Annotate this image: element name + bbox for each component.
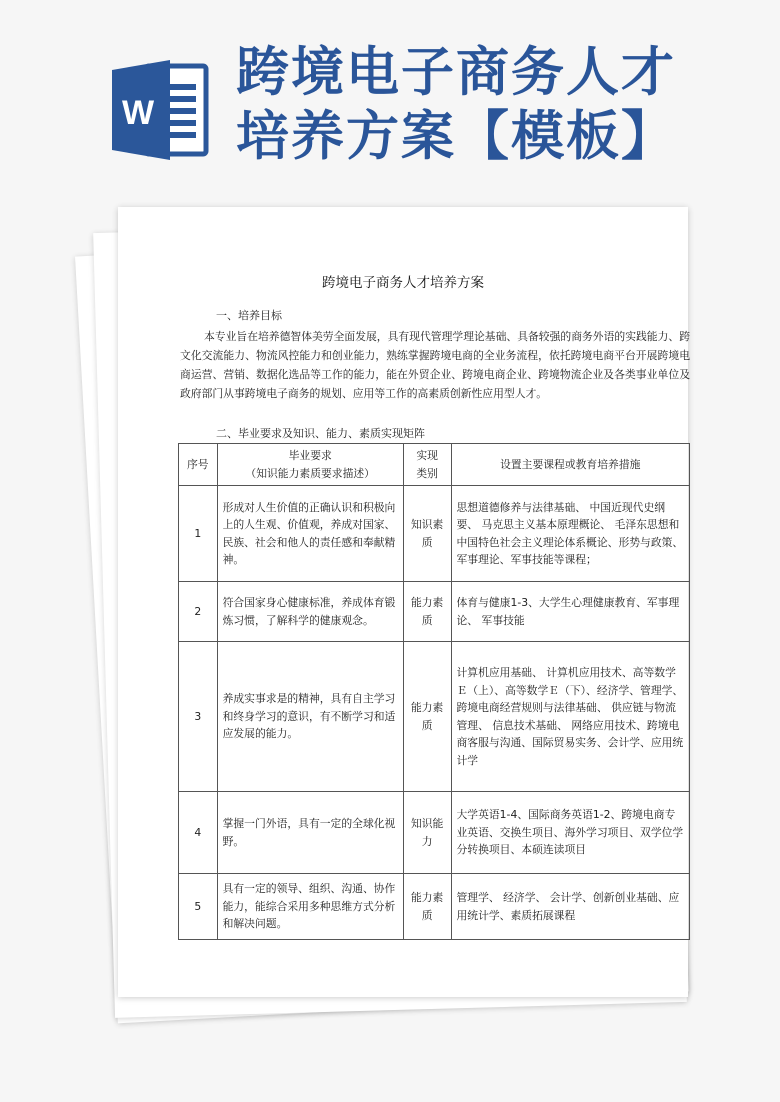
document-page (118, 207, 688, 997)
row-number: 3 (179, 642, 218, 792)
row-courses: 思想道德修养与法律基础、 中国近现代史纲要、 马克思主义基本原理概论、 毛泽东思想和中国特色社会主义理论体系概论、形势与政策、军事理论、军事技能等课程； (451, 486, 690, 582)
row-number: 4 (179, 792, 218, 874)
table-row (179, 874, 690, 940)
word-document-icon (112, 58, 210, 162)
section-heading-objectives: 一、培养目标 (216, 309, 282, 322)
objectives-paragraph: 本专业旨在培养德智体美劳全面发展，具有现代管理学理论基础、具备较强的商务外语的实践能力、跨文化交流能力、物流风控能力和创业能力，熟练掌握跨境电商的全业务流程，依托跨境电商平台开展跨境电商运营、营销、数据化选品等工作的能力，能在外贸企业、跨境电商企业、跨境物流企业及各类事业单位及政府部门从事跨境电子商务的规划、应用等工作的高素质创新性应用型人才。 (180, 330, 690, 400)
row-courses: 大学英语1-4、国际商务英语1-2、跨境电商专业英语、交换生项目、海外学习项目、双学位学分转换项目、本硕连读项目 (451, 792, 690, 874)
header-requirement-line-1: 毕业要求 (288, 449, 332, 462)
row-type: 能力素质 (403, 874, 451, 940)
row-requirement: 形成对人生价值的正确认识和积极向上的人生观、价值观，养成对国家、民族、社会和他人的责任感和奉献精神。 (217, 486, 403, 582)
row-type: 能力素质 (403, 642, 451, 792)
row-number: 2 (179, 582, 218, 642)
banner-title-line-2: 培养方案【模板】 (236, 105, 676, 167)
header-no: 序号 (179, 444, 218, 486)
svg-text:W: W (121, 94, 155, 132)
header-requirement (217, 444, 403, 486)
header-type (403, 444, 451, 486)
row-type: 能力素质 (403, 582, 451, 642)
row-courses: 计算机应用基础、 计算机应用技术、高等数学Ｅ（上）、高等数学Ｅ（下）、经济学、管理学、跨境电商经营规则与法律基础、 供应链与物流管理、 信息技术基础、 网络应用技术、跨境电商客服与沟通、国际贸易实务、会计学、应用统计学 (451, 642, 690, 792)
header-requirement-line-2: （知识能力素质要求描述） (245, 466, 375, 480)
row-number: 5 (179, 874, 218, 940)
banner-title (236, 40, 776, 168)
banner-title-line-1: 跨境电子商务人才 (236, 41, 676, 103)
header-type-line-1: 实现 (416, 449, 438, 462)
row-requirement: 养成实事求是的精神，具有自主学习和终身学习的意识，有不断学习和适应发展的能力。 (217, 642, 403, 792)
row-courses: 体育与健康1-3、大学生心理健康教育、军事理论、 军事技能 (451, 582, 690, 642)
table-row (179, 642, 690, 792)
document-title: 跨境电子商务人才培养方案 (322, 275, 484, 291)
row-type: 知识能力 (403, 792, 451, 874)
section-heading-matrix: 二、毕业要求及知识、能力、素质实现矩阵 (216, 427, 425, 440)
header-type-line-2: 类别 (416, 466, 438, 480)
table-header-row (179, 444, 690, 486)
row-requirement: 具有一定的领导、组织、沟通、协作能力，能综合采用多种思维方式分析和解决问题。 (217, 874, 403, 940)
row-courses: 管理学、 经济学、 会计学、创新创业基础、应用统计学、素质拓展课程 (451, 874, 690, 940)
row-requirement: 符合国家身心健康标准，养成体育锻炼习惯，了解科学的健康观念。 (217, 582, 403, 642)
row-number: 1 (179, 486, 218, 582)
requirements-matrix-table (178, 443, 690, 940)
table-row (179, 792, 690, 874)
row-requirement: 掌握一门外语，具有一定的全球化视野。 (217, 792, 403, 874)
row-type: 知识素质 (403, 486, 451, 582)
table-row (179, 582, 690, 642)
table-row (179, 486, 690, 582)
header-courses: 设置主要课程或教育培养措施 (451, 444, 690, 486)
